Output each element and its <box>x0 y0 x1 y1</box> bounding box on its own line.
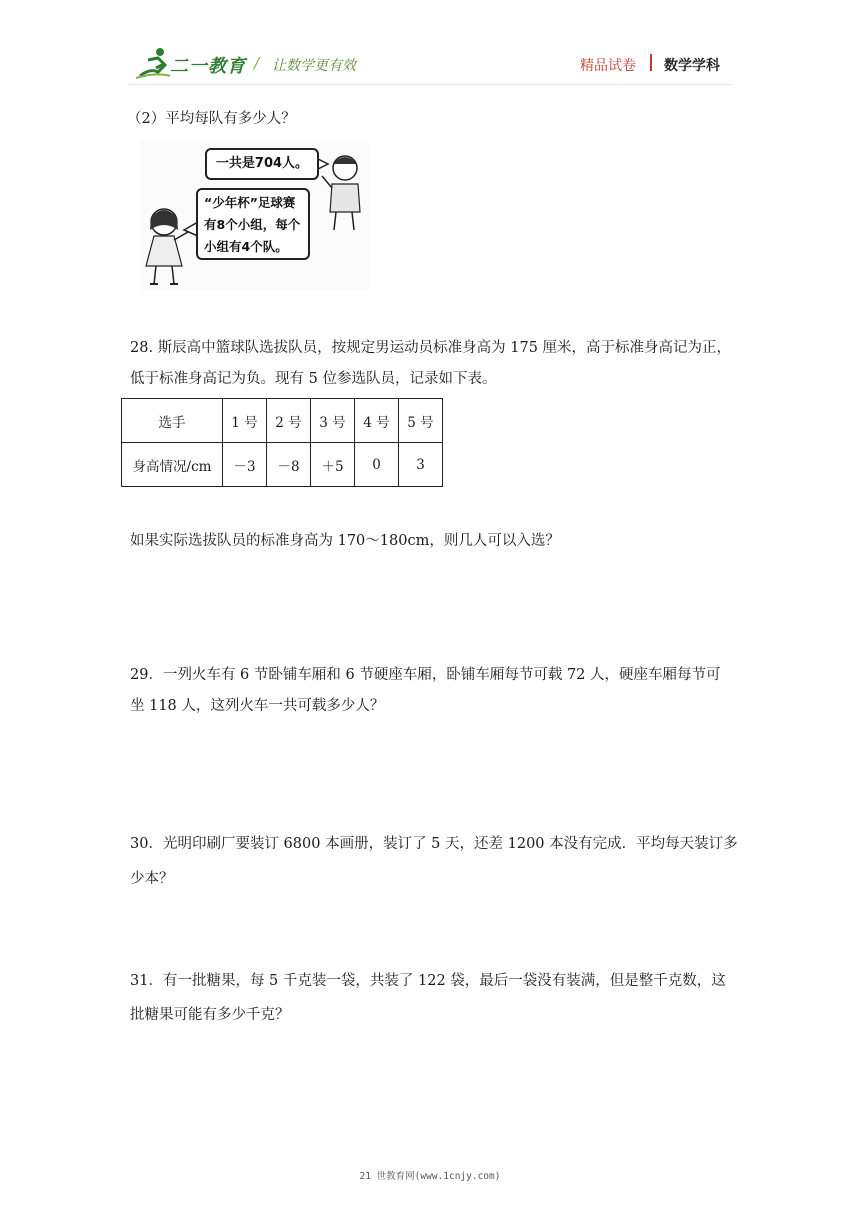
table-header-cell: 选手 <box>122 399 223 443</box>
table-header-cell: 4 号 <box>355 399 399 443</box>
table-header-cell: 1 号 <box>223 399 267 443</box>
q28-line-1: 28. 斯辰高中篮球队选拔队员，按规定男运动员标准身高为 175 厘米，高于标准身高记为正， <box>130 340 732 356</box>
q30-line-1: 30．光明印刷厂要装订 6800 本画册，装订了 5 天，还差 1200 本没有完成．平均每天装订多 <box>130 836 738 852</box>
speech-bubble-line: 小组有4个队。 <box>204 239 288 254</box>
speech-bubble-total: 一共是704人。 <box>205 148 319 180</box>
slogan: 让数学更有效 <box>272 58 356 74</box>
page-footer: 21 世教育网(www.1cnjy.com) <box>359 1171 501 1182</box>
header-subject: 数学学科 <box>664 58 720 74</box>
table-header-cell: 5 号 <box>399 399 443 443</box>
table-row <box>122 399 443 443</box>
q28-question: 如果实际选拔队员的标准身高为 170～180cm，则几人可以入选？ <box>130 533 560 549</box>
table-cell: －8 <box>267 443 311 487</box>
q31-line-2: 批糖果可能有多少千克？ <box>130 1007 290 1023</box>
table-row <box>122 443 443 487</box>
speech-bubble-line: “少年杯”足球赛 <box>204 195 296 210</box>
slogan-separator: / <box>254 54 260 72</box>
height-table <box>121 398 443 487</box>
table-cell: －3 <box>223 443 267 487</box>
q30-line-2: 少本？ <box>130 871 174 887</box>
table-cell: ＋5 <box>311 443 355 487</box>
speech-bubble-groups <box>196 188 310 260</box>
sub-question-2: （2）平均每队有多少人？ <box>127 111 296 127</box>
illustration <box>140 140 370 290</box>
table-header-cell: 3 号 <box>311 399 355 443</box>
table-header-cell: 2 号 <box>267 399 311 443</box>
table-cell: 3 <box>399 443 443 487</box>
q31-line-1: 31．有一批糖果，每 5 千克装一袋，共装了 122 袋，最后一袋没有装满，但是整千克数，这 <box>130 973 726 989</box>
q29-line-2: 坐 118 人，这列火车一共可载多少人？ <box>130 698 385 714</box>
q28-line-2: 低于标准身高记为负。现有 5 位参选队员，记录如下表。 <box>130 371 497 387</box>
header-divider <box>650 54 652 71</box>
speech-bubble-line: 有8个小组，每个 <box>204 217 301 232</box>
logo-text: 二一教育 <box>170 56 246 77</box>
page-header <box>0 0 860 90</box>
header-rule <box>128 84 732 85</box>
table-cell: 0 <box>355 443 399 487</box>
q29-line-1: 29．一列火车有 6 节卧铺车厢和 6 节硬座车厢，卧铺车厢每节可载 72 人，硬座车厢每节可 <box>130 667 721 683</box>
header-tag: 精品试卷 <box>580 58 636 74</box>
table-cell: 身高情况/cm <box>122 443 223 487</box>
